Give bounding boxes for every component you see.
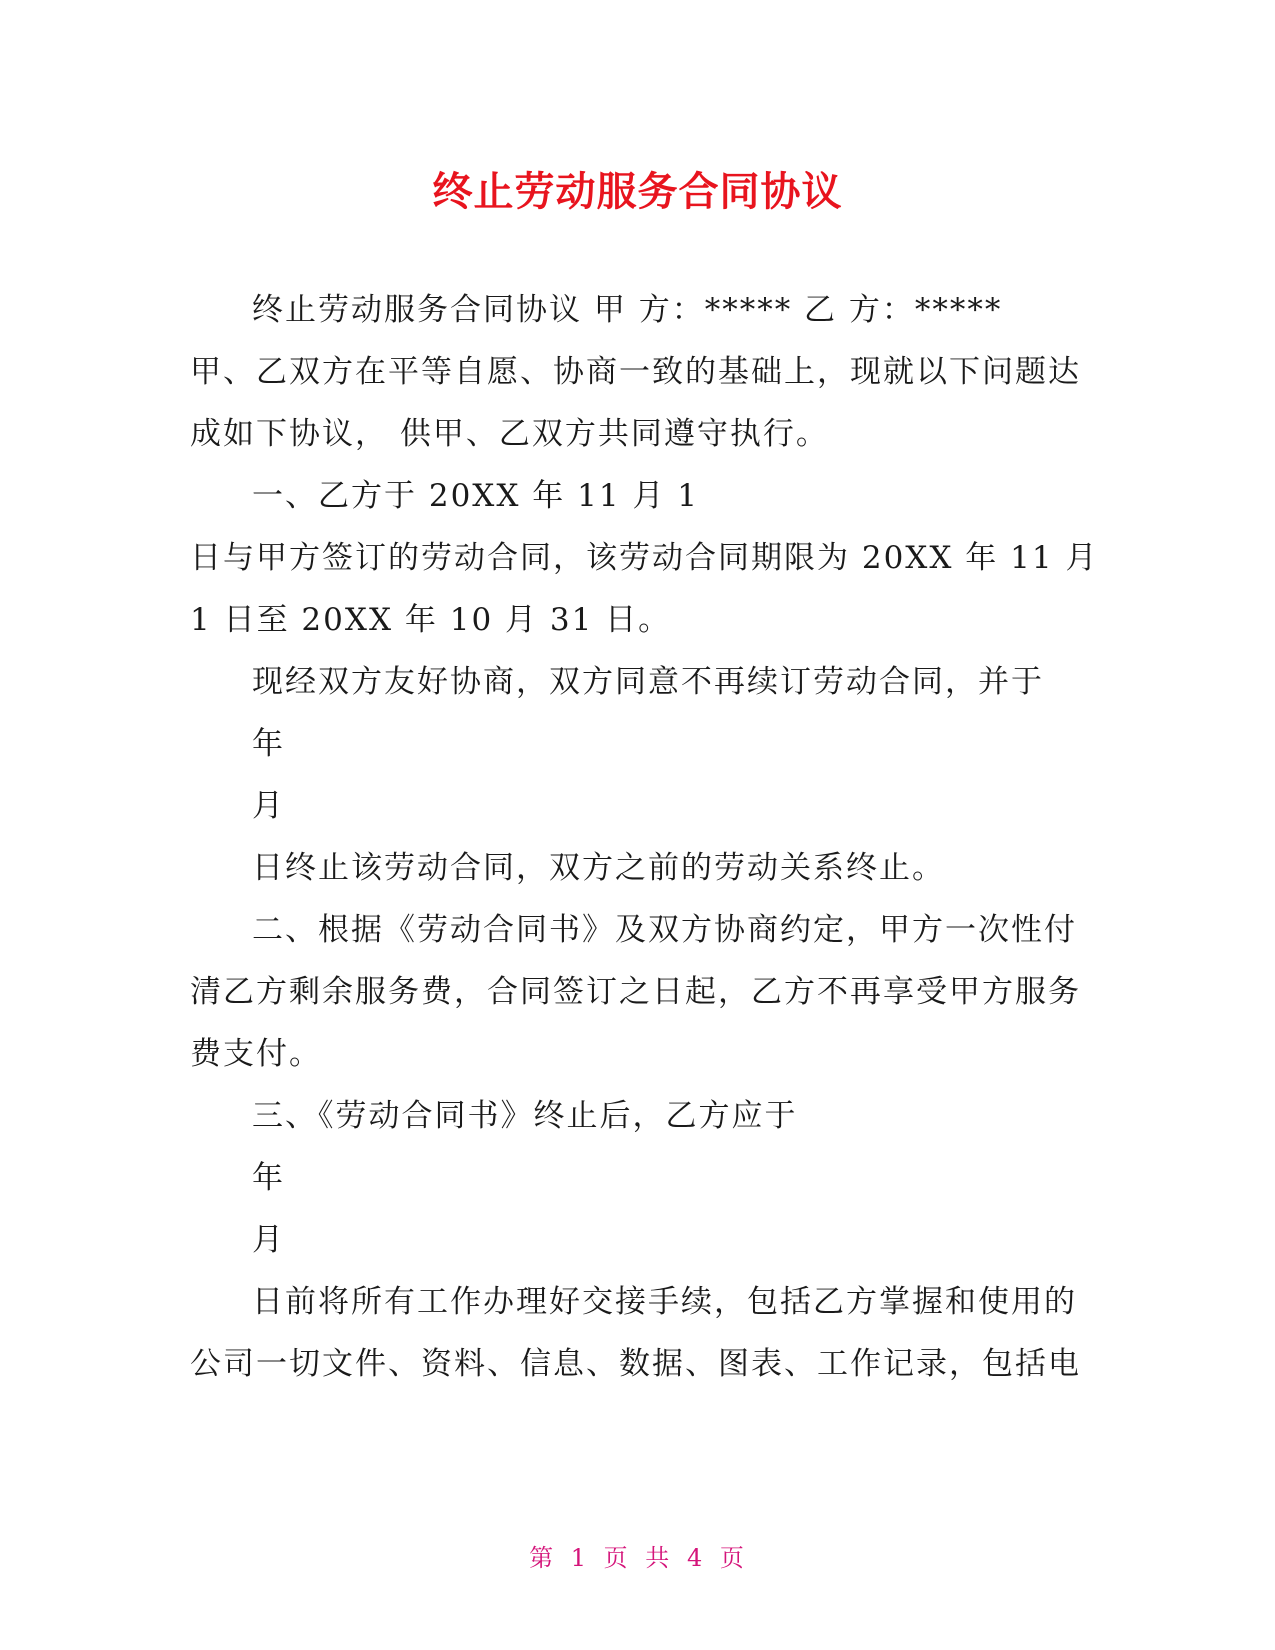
paragraph-line: 一、乙方于 20XX 年 11 月 1 [252, 478, 700, 514]
paragraph-line: 甲、乙双方在平等自愿、协商一致的基础上，现就以下问题达 [190, 354, 1081, 390]
paragraph-line: 日终止该劳动合同，双方之前的劳动关系终止。 [252, 850, 945, 886]
paragraph-line: 1 日至 20XX 年 10 月 31 日。 [190, 602, 672, 638]
paragraph-line: 成如下协议， 供甲、乙双方共同遵守执行。 [190, 416, 829, 452]
paragraph-line: 公司一切文件、资料、信息、数据、图表、工作记录，包括电 [190, 1346, 1081, 1382]
paragraph-line: 年 [252, 726, 285, 762]
document-title: 终止劳动服务合同协议 [432, 169, 843, 215]
paragraph-line: 日前将所有工作办理好交接手续，包括乙方掌握和使用的 [252, 1284, 1077, 1320]
paragraph-line: 二、根据《劳动合同书》及双方协商约定，甲方一次性付 [252, 912, 1077, 948]
paragraph-line: 月 [252, 1222, 285, 1258]
paragraph-line: 现经双方友好协商，双方同意不再续订劳动合同，并于 [252, 664, 1044, 700]
paragraph-line: 月 [252, 788, 285, 824]
paragraph-line: 年 [252, 1160, 285, 1196]
page-number-footer: 第 1 页 共 4 页 [529, 1544, 746, 1572]
paragraph-line: 费支付。 [190, 1036, 322, 1072]
paragraph-line: 清乙方剩余服务费，合同签订之日起，乙方不再享受甲方服务 [190, 974, 1081, 1010]
paragraph-line: 日与甲方签订的劳动合同，该劳动合同期限为 20XX 年 11 月 [190, 540, 1099, 576]
paragraph-line: 三、《劳动合同书》终止后，乙方应于 [252, 1098, 798, 1134]
paragraph-line: 终止劳动服务合同协议 甲 方：***** 乙 方：***** [252, 292, 1003, 328]
